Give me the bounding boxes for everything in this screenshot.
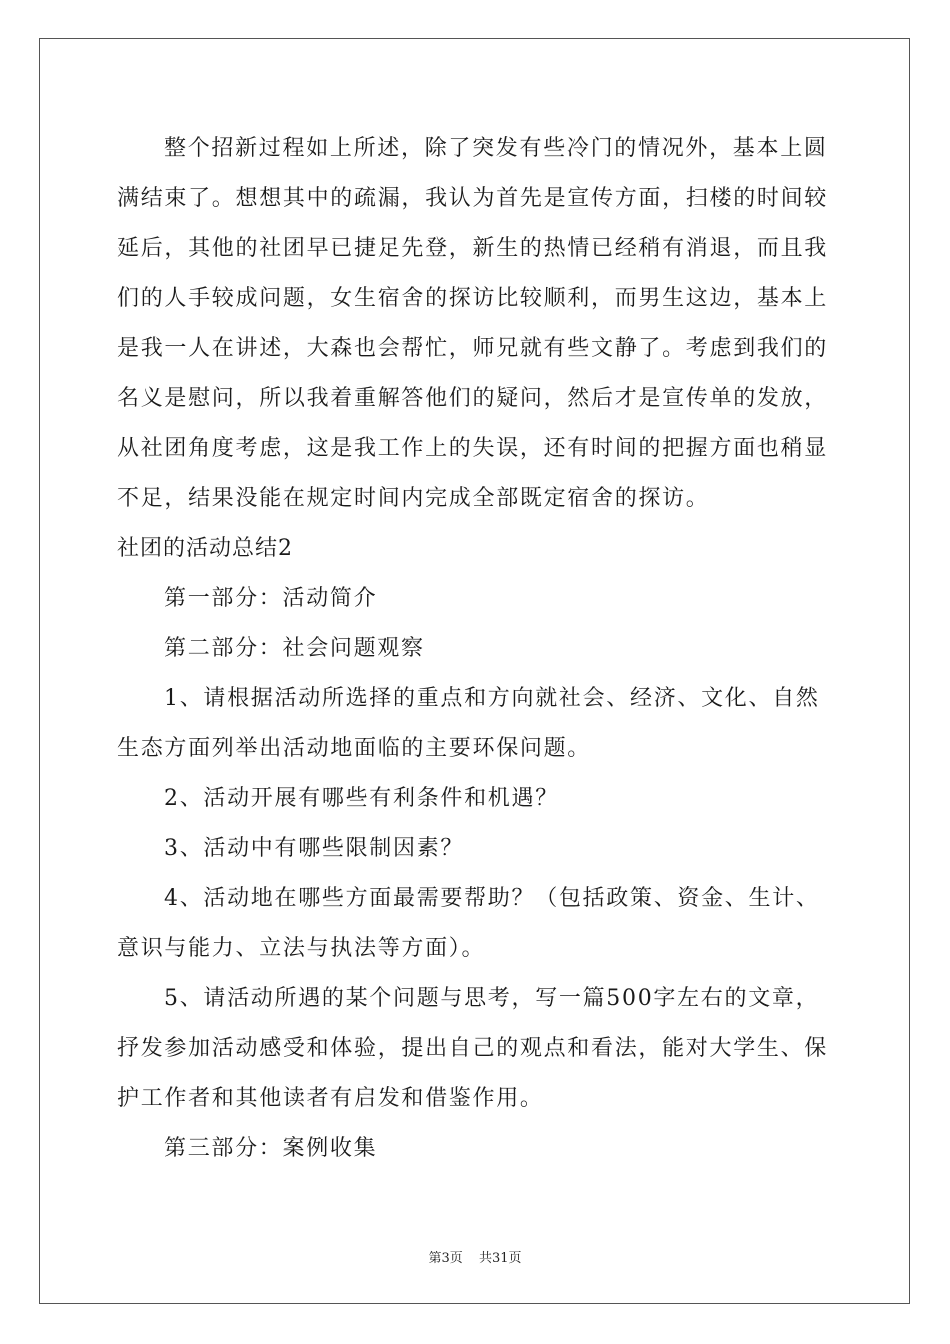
list-item-line: 护工作者和其他读者有启发和借鉴作用。 (117, 1086, 544, 1111)
part-heading: 第一部分：活动简介 (164, 586, 378, 611)
paragraph-line: 不足，结果没能在规定时间内完成全部既定宿舍的探访。 (117, 486, 710, 511)
paragraph-line: 是我一人在讲述，大森也会帮忙，师兄就有些文静了。考虑到我们的 (117, 336, 829, 361)
part-heading: 第二部分：社会问题观察 (164, 636, 425, 661)
list-item-line: 5、请活动所遇的某个问题与思考，写一篇500字左右的文章， (164, 986, 820, 1011)
list-item-line: 抒发参加活动感受和体验，提出自己的观点和看法，能对大学生、保 (117, 1036, 829, 1061)
list-item-line: 3、活动中有哪些限制因素？ (164, 836, 465, 861)
page-number-total: 共31页 (478, 1251, 522, 1266)
list-item-line: 4、活动地在哪些方面最需要帮助？（包括政策、资金、生计、 (164, 886, 820, 911)
list-item-line: 2、活动开展有哪些有利条件和机遇？ (164, 786, 559, 811)
paragraph-line: 们的人手较成问题，女生宿舍的探访比较顺利，而男生这边，基本上 (117, 286, 829, 311)
document-body (117, 124, 837, 1174)
list-item-line: 1、请根据活动所选择的重点和方向就社会、经济、文化、自然 (164, 686, 820, 711)
list-item-line: 生态方面列举出活动地面临的主要环保问题。 (117, 736, 592, 761)
paragraph-line: 延后，其他的社团早已捷足先登，新生的热情已经稍有消退，而且我 (117, 236, 829, 261)
section-title: 社团的活动总结2 (117, 536, 293, 561)
paragraph-line: 整个招新过程如上所述，除了突发有些冷门的情况外，基本上圆 (164, 136, 828, 161)
list-item-line: 意识与能力、立法与执法等方面）。 (117, 936, 486, 961)
paragraph-line: 名义是慰问，所以我着重解答他们的疑问，然后才是宣传单的发放， (117, 386, 829, 411)
page-number-current: 第3页 (428, 1251, 463, 1266)
part-heading: 第三部分：案例收集 (164, 1136, 378, 1161)
page-footer (0, 1247, 950, 1266)
paragraph-line: 满结束了。想想其中的疏漏，我认为首先是宣传方面，扫楼的时间较 (117, 186, 829, 211)
paragraph-line: 从社团角度考虑，这是我工作上的失误，还有时间的把握方面也稍显 (117, 436, 829, 461)
